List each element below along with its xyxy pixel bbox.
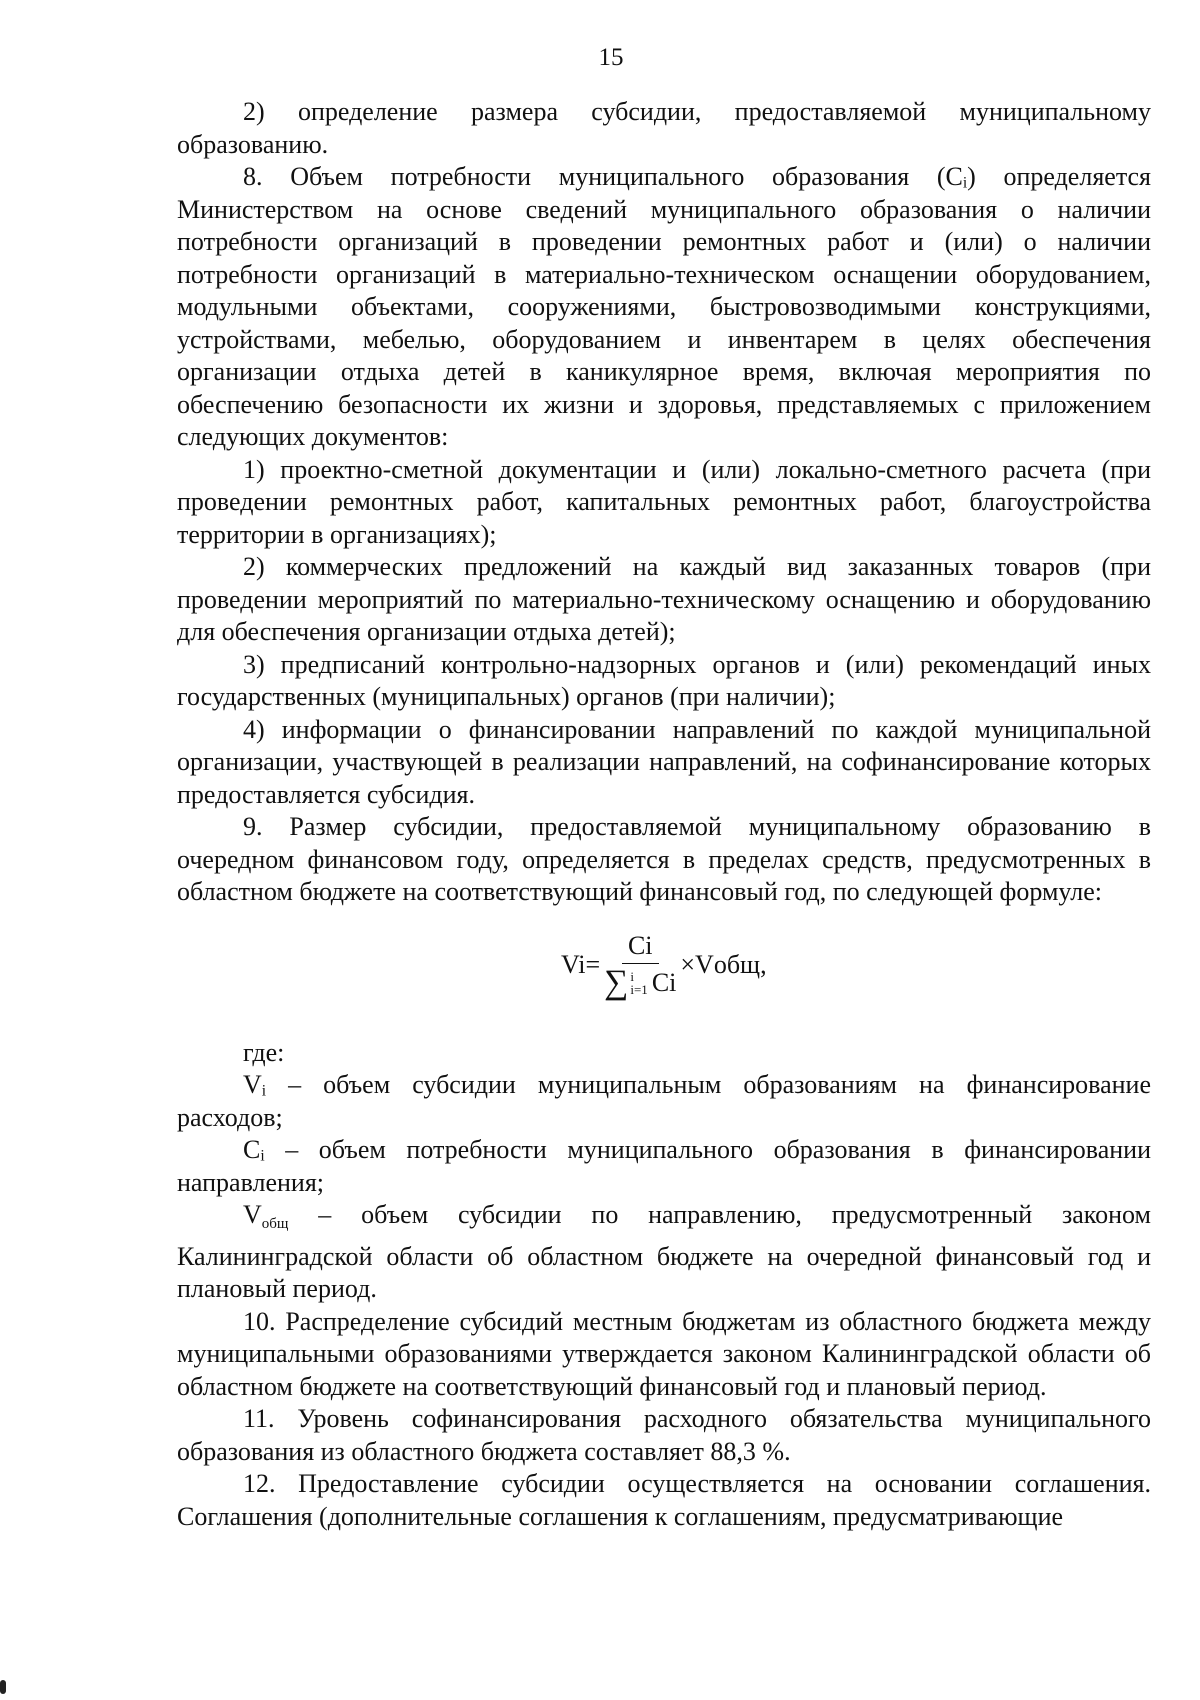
paragraph-8-item-2: 2) коммерческих предложений на каждый вид заказанных товаров (при проведении мероприятий по материально-техническому оснащению и оборудованию для обеспечения организации отдыха детей); <box>177 552 1151 646</box>
sum-lower-limit: i=1 <box>630 981 648 997</box>
formula-expression <box>561 931 767 1000</box>
paragraph-11: 11. Уровень софинансирования расходного обязательства муниципального образования из областного бюджета составляет 88,3 %. <box>177 1404 1151 1466</box>
formula-rhs: ×Vобщ, <box>680 949 767 979</box>
page-number: 15 <box>598 44 624 71</box>
vobsh-subscript: общ <box>261 1216 289 1232</box>
formula-denominator <box>604 964 676 1000</box>
formula-lhs: Vi= <box>561 949 601 979</box>
definition-vobsh <box>177 1199 1151 1306</box>
vobsh-definition-text: – объем субсидии по направлению, предусмотренный законом Калининградской области об областном бюджете на очередной финансовый год и плановый период. <box>177 1200 1151 1303</box>
scan-edge-mark <box>0 1680 6 1694</box>
paragraph-8: 8. Объем потребности муниципального образования (Cᵢ) определяется Министерством на основе сведений муниципального образования о наличии потребности организаций в проведении ремонтных работ и (или) о наличии потребности организаций в материально-техническом оснащении оборудованием, модульными объектами, сооружениями, быстровозводимыми конструкциями, устройствами, мебелью, оборудованием и инвентарем в целях обеспечения организации отдыха детей в каникулярное время, включая мероприятия по обеспечению безопасности их жизни и здоровья, представляемых с приложением следующих документов: <box>177 162 1151 451</box>
paragraph-12: 12. Предоставление субсидии осуществляется на основании соглашения. Соглашения (дополнительные соглашения к соглашениям, предусматривающие <box>177 1469 1151 1531</box>
document-body <box>177 96 1151 1533</box>
sigma-symbol: ∑ <box>604 963 629 1001</box>
formula-denominator-term: Ci <box>651 967 677 997</box>
definition-v: Vᵢ – объем субсидии муниципальным образованиям на финансирование расходов; <box>177 1070 1151 1132</box>
paragraph-8-item-4: 4) информации о финансировании направлений по каждой муниципальной организации, участвующей в реализации направлений, на софинансирование которых предоставляется субсидия. <box>177 714 1151 809</box>
definition-c: Cᵢ – объем потребности муниципального образования в финансировании направления; <box>177 1135 1151 1197</box>
vobsh-symbol: V <box>243 1200 262 1229</box>
sum-limits <box>630 970 647 996</box>
paragraph-8-item-3: 3) предписаний контрольно-надзорных органов и (или) рекомендаций иных государственных (муниципальных) органов (при наличии); <box>177 649 1151 711</box>
paragraph-10: 10. Распределение субсидий местным бюджетам из областного бюджета между муниципальными образованиями утверждается законом Калининградской области об областном бюджете на соответствующий финансовый год и плановый период. <box>177 1306 1151 1401</box>
formula-fraction <box>604 931 676 1000</box>
paragraph-8-item-1: 1) проектно-сметной документации и (или) локально-сметного расчета (при проведении ремонтных работ, капитальных ремонтных работ, благоустройства территории в организациях); <box>177 454 1151 549</box>
where-label: где: <box>243 1037 285 1067</box>
sum-upper-limit: i <box>630 968 634 984</box>
subsidy-formula <box>177 909 1151 1037</box>
paragraph-9: 9. Размер субсидии, предоставляемой муниципальному образованию в очередном финансовом году, определяется в пределах средств, предусмотренных в областном бюджете на соответствующий финансовый год, по следующей формуле: <box>177 812 1151 906</box>
formula-numerator: Ci <box>622 931 659 964</box>
paragraph-7-item-2: 2) определение размера субсидии, предоставляемой муниципальному образованию. <box>177 97 1151 159</box>
